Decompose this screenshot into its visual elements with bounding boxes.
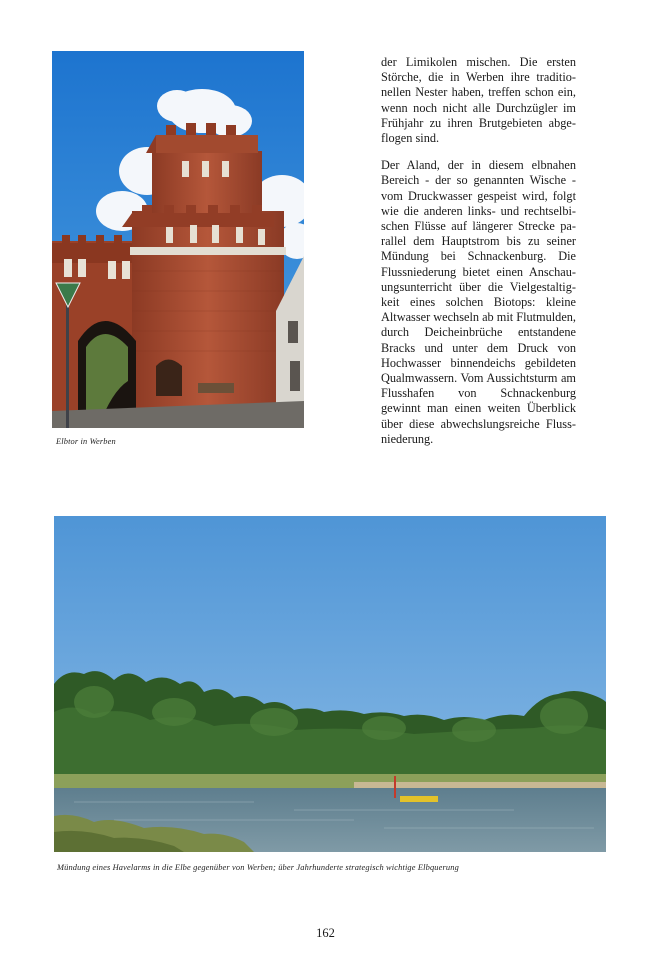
body-paragraph: der Limikolen mischen. Die ersten Störche, die in Werben ihre traditionellen Nester haben, treffen schon ein, wenn noch nicht alle Durchzügler im Frühjahr zu ihren Brutgebieten abgeflogen sind. — [381, 55, 576, 146]
article-body — [381, 55, 576, 447]
page-number: 162 — [316, 926, 335, 940]
body-paragraph: Der Aland, der in diesem elbnahen Bereich - der so genannten Wische - vom Druckwasser gespeist wird, folgt wie die anderen links- und rechtselbischen Flüsse auf längerer Strecke parallel dem Hauptstrom bis zu seiner Mündung bei Schnackenburg. Die Flussniederung bietet einen Anschauungsunterricht über die Vielgestaltigkeit eines solchen Biotops: kleine Altwasser wechseln ab mit Flutmulden, durch Deicheinbrüche entstandene Bracks und unter dem Druck von Hochwasser binnendeichs gebildeten Qualmwassern. Vom Aussichtsturm am Flusshafen von Schnackenburg gewinnt man einen weiten Überblick über diese abwechslungsreiche Flussniederung. — [381, 158, 577, 446]
elbtor-caption: Elbtor in Werben — [56, 437, 116, 446]
elbtor-photo — [52, 51, 304, 428]
havel-mouth-caption: Mündung eines Havelarms in die Elbe gegenüber von Werben; über Jahrhunderte strategisch wichtige Elbquerung — [57, 863, 459, 872]
havel-mouth-photo — [54, 516, 606, 852]
